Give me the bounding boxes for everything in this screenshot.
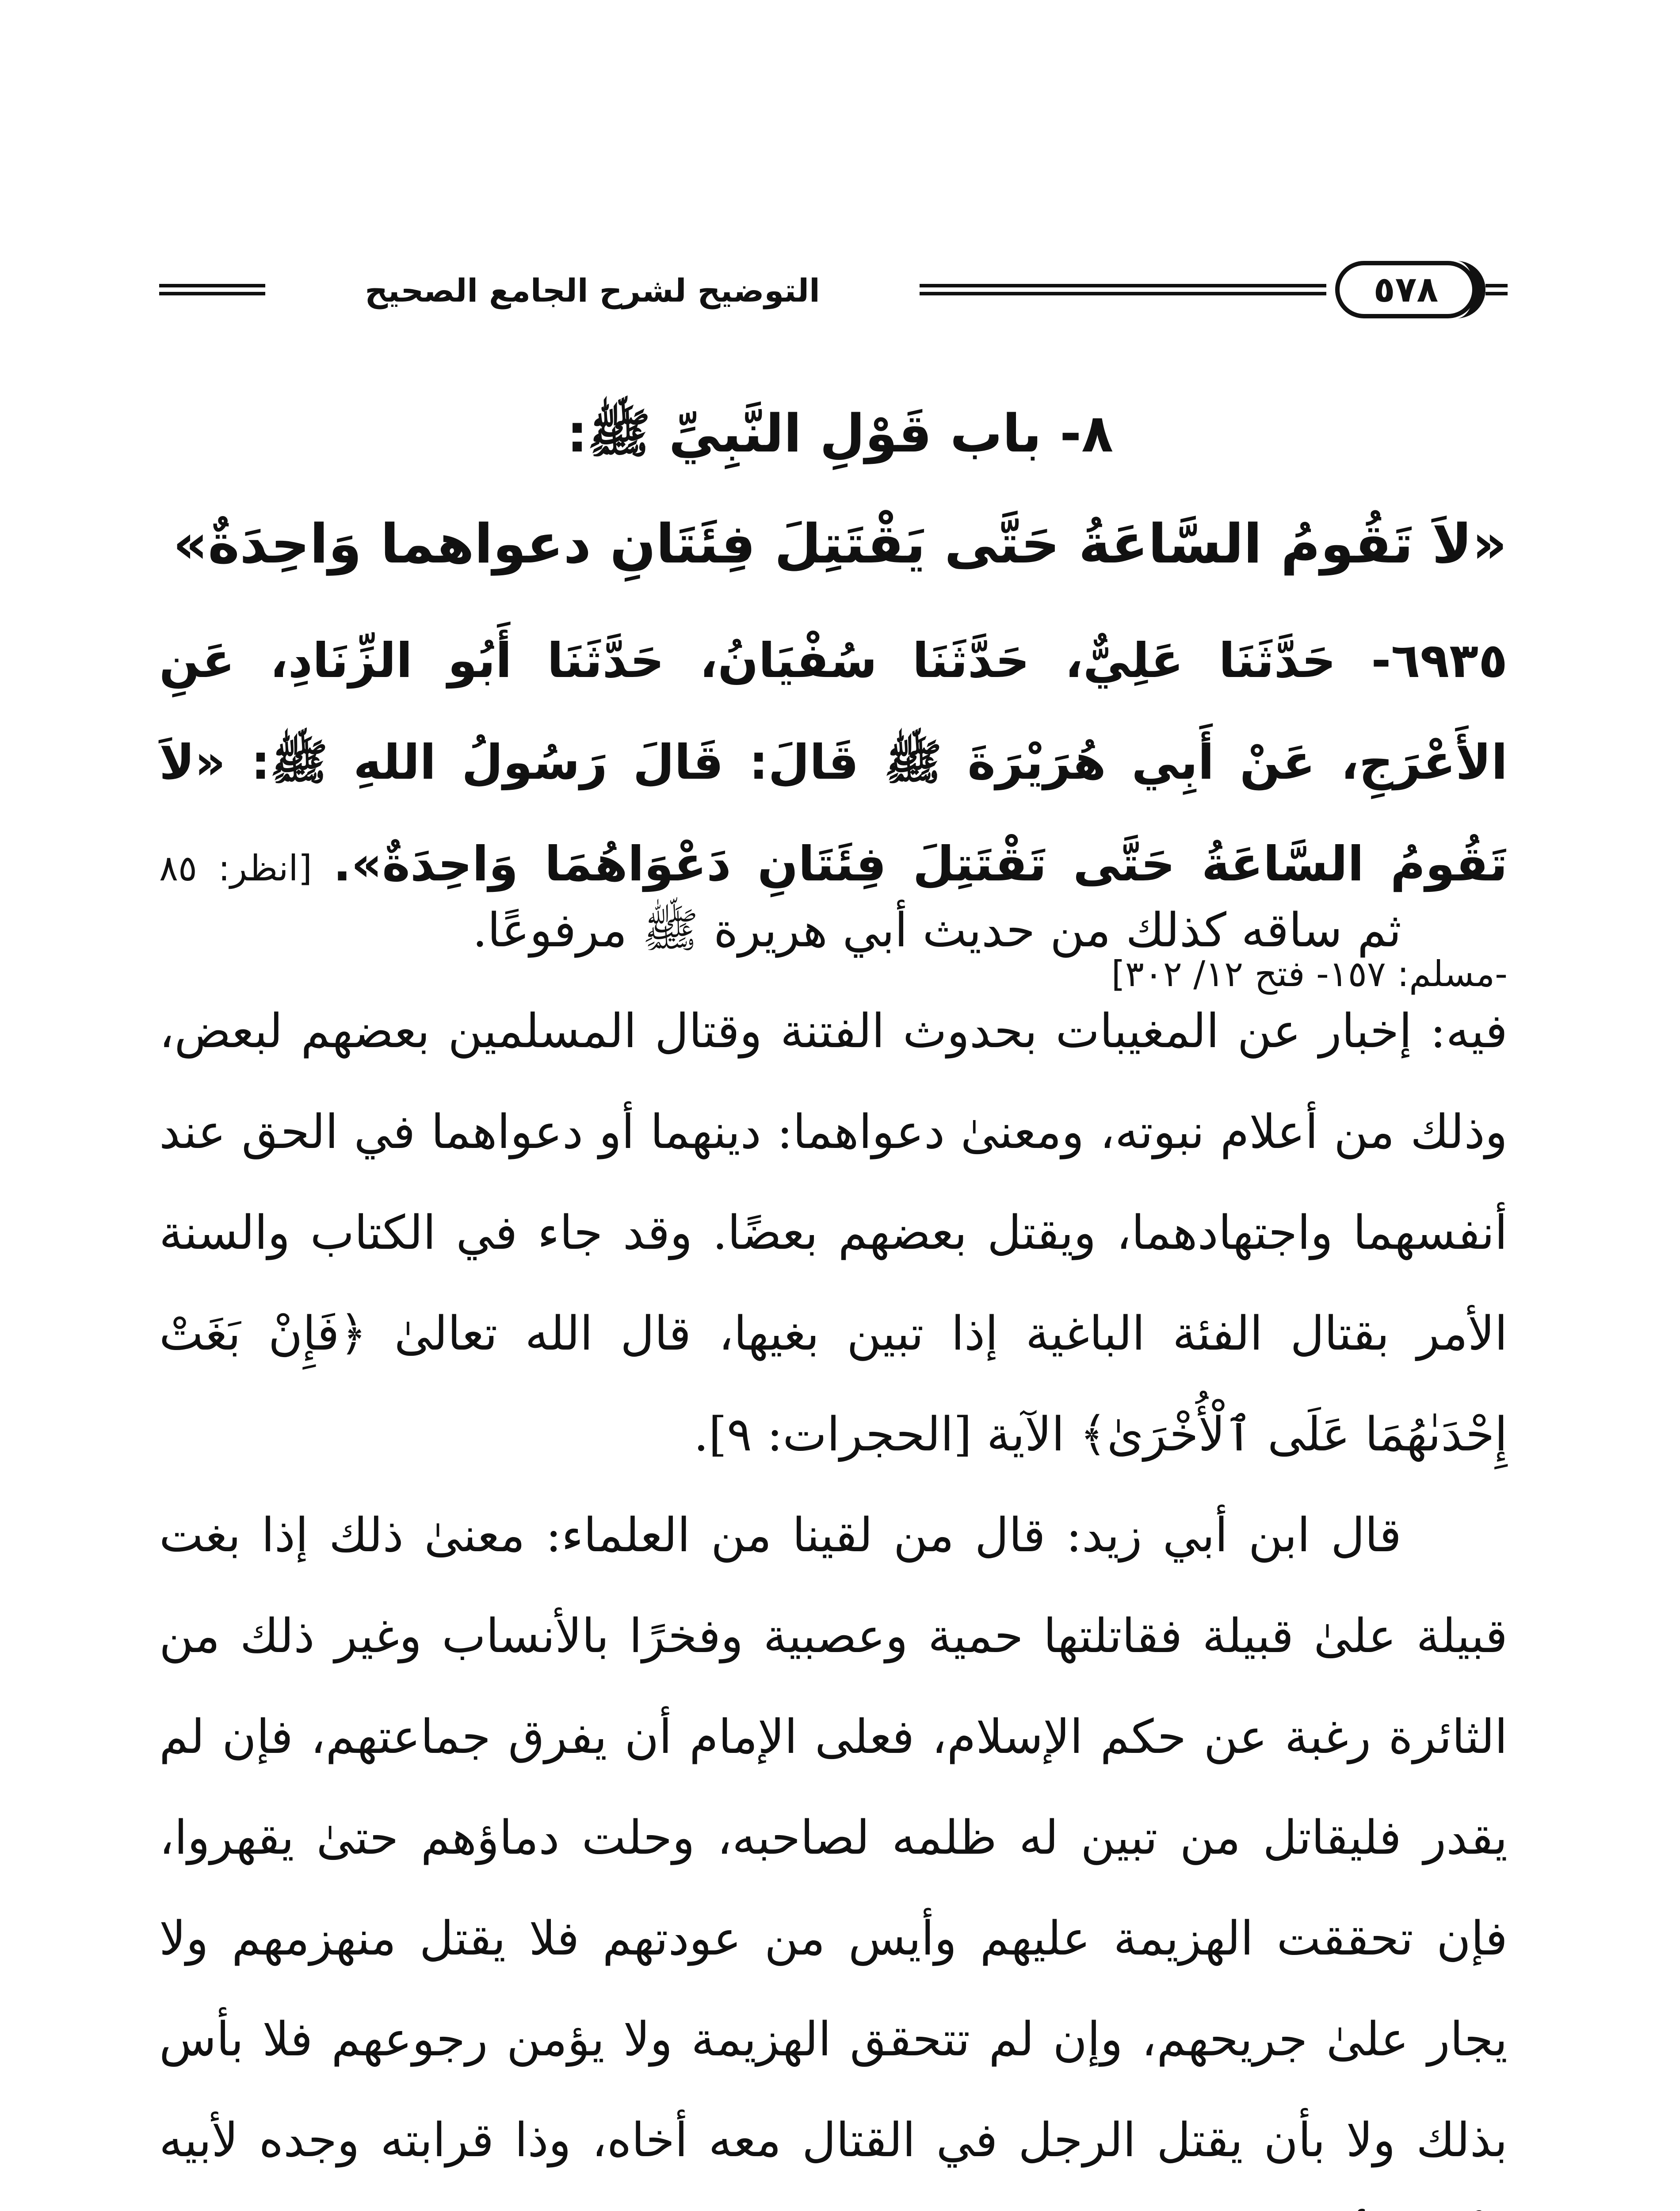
header-rule-middle: [920, 284, 1326, 295]
page-number: ٥٧٨: [1373, 269, 1439, 310]
paragraph: قال ابن أبي زيد: قال من لقينا من العلماء: معنىٰ ذلك إذا بغت قبيلة علىٰ قبيلة فقاتلتها حمية وعصبية وفخرًا بالأنساب وغير ذلك من الثائرة رغبة عن حكم الإسلام، فعلى الإمام أن يفرق جماعتهم، فإن لم يقدر فليقاتل من تبين له ظلمه لصاحبه، وحلت دماؤهم حتىٰ يقهروا، فإن تحققت الهزيمة عليهم وأيس من عودتهم فلا يقتل منهزمهم ولا يجار علىٰ جريحهم، وإن لم تتحقق الهزيمة ولا يؤمن رجوعهم فلا بأس بذلك ولا بأن يقتل الرجل في القتال معه أخاه، وذا قرابته وجده لأبيه: [159, 1508, 1508, 2167]
page-number-frame: [1335, 261, 1477, 318]
chapter-title: ٨- باب قَوْلِ النَّبِيِّ ﷺ:: [566, 403, 1114, 464]
paragraph: فيه: إخبار عن المغيبات بحدوث الفتنة وقتال المسلمين بعضهم لبعض، وذلك من أعلام نبوته، ومعنىٰ دعواهما: دينهما أو دعواهما في الحق عند أنفسهما واجتهادهما، ويقتل بعضهم بعضًا. وقد جاء في الكتاب والسنة الأمر بقتال الفئة الباغية إذا تبين بغيها، قال الله تعالىٰ ﴿فَإِنْ بَغَتْ إِحْدَىٰهُمَا عَلَى ٱلْأُخْرَىٰ﴾ الآية [الحجرات: ٩].: [159, 1004, 1508, 1461]
chapter-quote: «لاَ تَقُومُ السَّاعَةُ حَتَّى يَقْتَتِلَ فِئَتَانِ دعواهما وَاحِدَةٌ»: [173, 513, 1507, 575]
header-rule-left: [159, 284, 265, 295]
body-text: [159, 880, 1508, 2211]
hadith-reference: [انظر: ٨٥ -مسلم: ١٥٧- فتح ١٢/ ٣٠٢]: [159, 848, 1508, 995]
hadith-text: ٦٩٣٥- حَدَّثَنَا عَلِيٌّ، حَدَّثَنَا سُفْيَانُ، حَدَّثَنَا أَبُو الزِّنَادِ، عَنِ الأَعْرَجِ، عَنْ أَبِي هُرَيْرَةَ ﷺ قَالَ: قَالَ رَسُولُ اللهِ ﷺ: «لاَ تَقُومُ السَّاعَةُ حَتَّى تَقْتَتِلَ فِئَتَانِ دَعْوَاهُمَا وَاحِدَةٌ».: [159, 633, 1508, 892]
page-header: [159, 261, 1508, 323]
running-title: التوضيح لشرح الجامع الصحيح: [365, 272, 820, 309]
header-rule-right: [1485, 284, 1508, 295]
paragraph: ثم ساقه كذلك من حديث أبي هريرة ﷺ مرفوعًا.: [472, 903, 1401, 957]
